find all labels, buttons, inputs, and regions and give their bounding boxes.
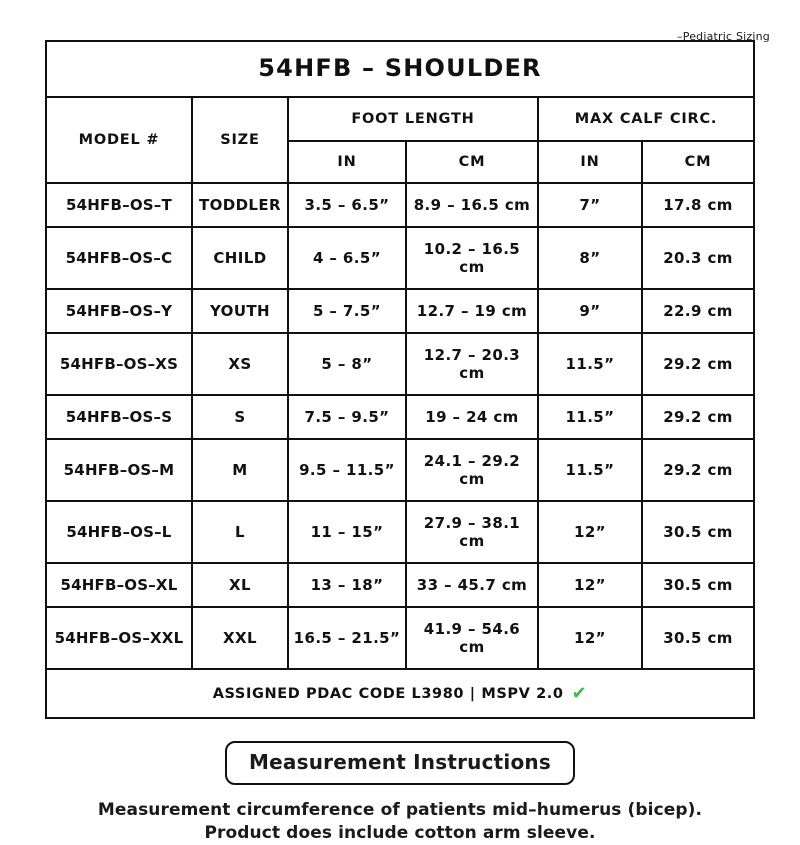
cell-foot-in: 5 – 7.5” [288,289,406,333]
measurement-instructions-badge: Measurement Instructions [225,741,575,785]
cell-model: 54HFB–OS–XXL [46,607,192,669]
cell-calf-in: 12” [538,607,642,669]
pdac-code-text: ASSIGNED PDAC CODE L3980 | MSPV 2.0 [212,686,564,702]
measurement-instructions-section [26,741,774,785]
header-foot-in: IN [288,141,406,183]
cell-model: 54HFB–OS–Y [46,289,192,333]
cell-calf-in: 8” [538,227,642,289]
cell-calf-cm: 30.5 cm [642,501,754,563]
check-icon: ✔ [571,683,588,704]
cell-foot-cm: 19 – 24 cm [406,395,538,439]
cell-foot-in: 7.5 – 9.5” [288,395,406,439]
pdac-code-footer [46,669,754,718]
cell-calf-cm: 20.3 cm [642,227,754,289]
cell-foot-in: 13 – 18” [288,563,406,607]
cell-size: XL [192,563,288,607]
cell-foot-cm: 33 – 45.7 cm [406,563,538,607]
cell-foot-in: 16.5 – 21.5” [288,607,406,669]
cell-foot-in: 4 – 6.5” [288,227,406,289]
table-row [46,183,754,227]
header-size: SIZE [192,97,288,183]
cell-calf-in: 12” [538,501,642,563]
cell-calf-cm: 30.5 cm [642,563,754,607]
cell-calf-in: 7” [538,183,642,227]
table-row [46,439,754,501]
measurement-instructions-text [26,799,774,845]
cell-foot-cm: 41.9 – 54.6 cm [406,607,538,669]
cell-size: CHILD [192,227,288,289]
cell-calf-cm: 22.9 cm [642,289,754,333]
page-title: 54HFB – SHOULDER [46,41,754,97]
cell-size: XXL [192,607,288,669]
cell-size: YOUTH [192,289,288,333]
cell-calf-in: 11.5” [538,439,642,501]
header-calf-cm: CM [642,141,754,183]
pediatric-sizing-note: –Pediatric Sizing [677,30,770,43]
table-row [46,289,754,333]
cell-calf-cm: 29.2 cm [642,333,754,395]
cell-size: TODDLER [192,183,288,227]
cell-model: 54HFB–OS–S [46,395,192,439]
cell-calf-cm: 30.5 cm [642,607,754,669]
cell-foot-in: 9.5 – 11.5” [288,439,406,501]
header-calf-in: IN [538,141,642,183]
cell-size: L [192,501,288,563]
cell-model: 54HFB–OS–XL [46,563,192,607]
cell-calf-in: 11.5” [538,333,642,395]
table-row [46,395,754,439]
cell-size: S [192,395,288,439]
header-group-max-calf-circ: MAX CALF CIRC. [538,97,754,141]
cell-foot-cm: 10.2 – 16.5 cm [406,227,538,289]
cell-model: 54HFB–OS–L [46,501,192,563]
cell-size: M [192,439,288,501]
header-group-foot-length: FOOT LENGTH [288,97,538,141]
cell-model: 54HFB–OS–XS [46,333,192,395]
cell-calf-in: 11.5” [538,395,642,439]
cell-foot-in: 11 – 15” [288,501,406,563]
cell-calf-cm: 29.2 cm [642,395,754,439]
cell-model: 54HFB–OS–C [46,227,192,289]
header-model: MODEL # [46,97,192,183]
cell-calf-cm: 29.2 cm [642,439,754,501]
table-header-group-row [46,97,754,141]
cell-foot-in: 5 – 8” [288,333,406,395]
cell-foot-cm: 12.7 – 20.3 cm [406,333,538,395]
cell-calf-cm: 17.8 cm [642,183,754,227]
cell-foot-cm: 27.9 – 38.1 cm [406,501,538,563]
table-row [46,227,754,289]
cell-size: XS [192,333,288,395]
table-row [46,501,754,563]
cell-foot-cm: 12.7 – 19 cm [406,289,538,333]
table-footer-row [46,669,754,718]
cell-calf-in: 9” [538,289,642,333]
header-foot-cm: CM [406,141,538,183]
table-row [46,607,754,669]
cell-foot-in: 3.5 – 6.5” [288,183,406,227]
cell-model: 54HFB–OS–M [46,439,192,501]
table-row [46,333,754,395]
instruction-line-2: Product does include cotton arm sleeve. [204,822,596,843]
cell-calf-in: 12” [538,563,642,607]
table-row [46,563,754,607]
cell-foot-cm: 24.1 – 29.2 cm [406,439,538,501]
sizing-table [45,40,755,719]
table-title-row [46,41,754,97]
cell-model: 54HFB–OS–T [46,183,192,227]
cell-foot-cm: 8.9 – 16.5 cm [406,183,538,227]
instruction-line-1: Measurement circumference of patients mid–humerus (bicep). [97,800,703,820]
